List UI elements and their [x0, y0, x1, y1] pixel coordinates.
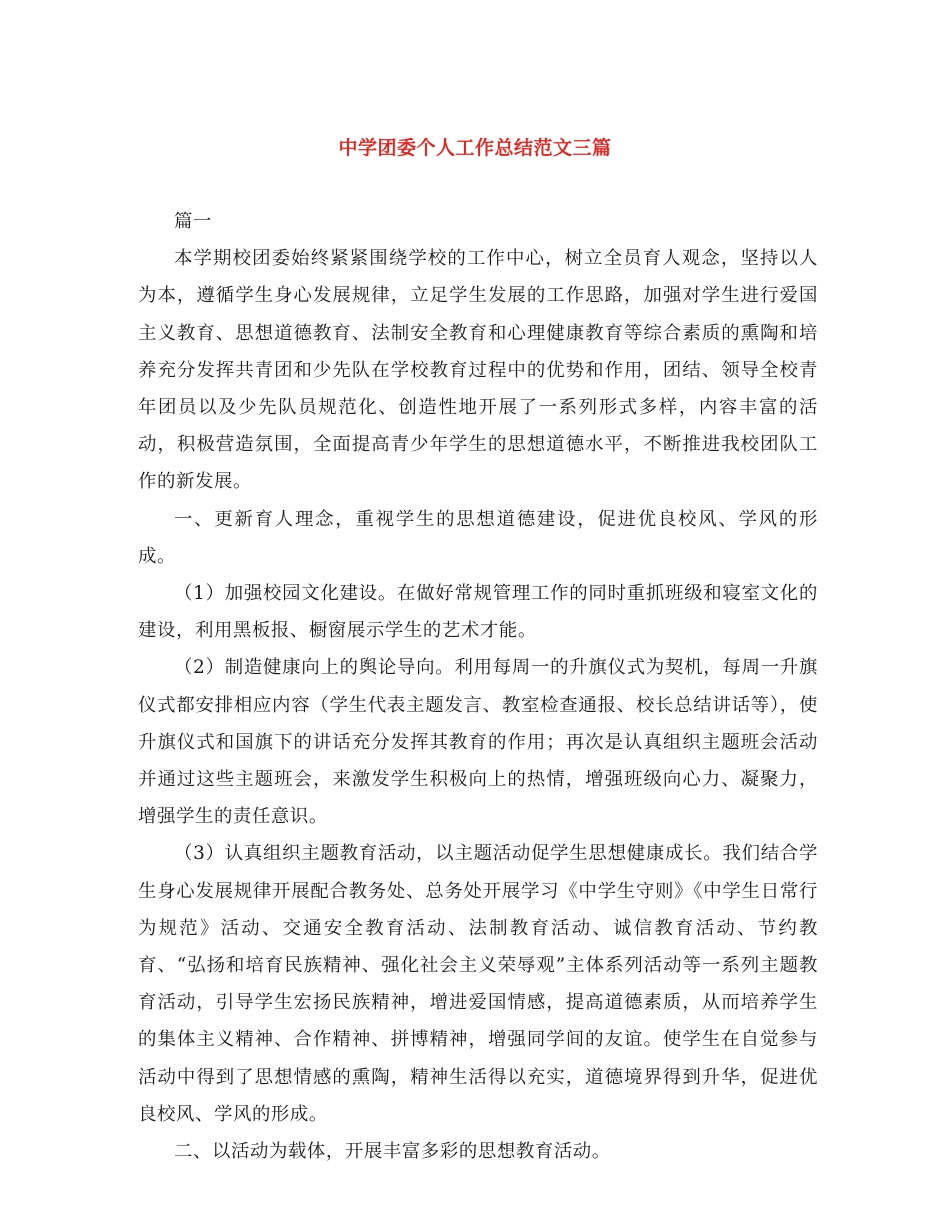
- section-heading-1: 一、更新育人理念，重视学生的思想道德建设，促进优良校风、学风的形成。: [138, 508, 818, 567]
- document-body: [138, 203, 818, 1170]
- intro-paragraph: 本学期校团委始终紧紧围绕学校的工作中心，树立全员育人观念，坚持以人为本，遵循学生身心发展规律，立足学生发展的工作思路，加强对学生进行爱国主义教育、思想道德教育、法制安全教育和心理健康教育等综合素质的熏陶和培养充分发挥共青团和少先队在学校教育过程中的优势和作用，团结、领导全校青年团员以及少先队员规范化、创造性地开展了一系列形式多样，内容丰富的活动，积极营造氛围，全面提高青少年学生的思想道德水平，不断推进我校团队工作的新发展。: [138, 248, 818, 493]
- section-heading-part-one: 篇一: [174, 211, 212, 232]
- item-paragraph-2: （2）制造健康向上的舆论导向。利用每周一的升旗仪式为契机，每周一升旗仪式都安排相应内容（学生代表主题发言、教室检查通报、校长总结讲话等），使升旗仪式和国旗下的讲话充分发挥其教育的作用；再次是认真组织主题班会活动并通过这些主题班会，来激发学生积极向上的热情，增强班级向心力、凝聚力，增强学生的责任意识。: [138, 657, 818, 828]
- document-title: 中学团委个人工作总结范文三篇: [338, 137, 612, 159]
- item-paragraph-1: （1）加强校园文化建设。在做好常规管理工作的同时重抓班级和寝室文化的建设，利用黑板报、橱窗展示学生的艺术才能。: [138, 583, 818, 642]
- section-heading-2: 二、以活动为载体，开展丰富多彩的思想教育活动。: [174, 1141, 611, 1163]
- item-paragraph-3: （3）认真组织主题教育活动，以主题活动促学生思想健康成长。我们结合学生身心发展规律开展配合教务处、总务处开展学习《中学生守则》《中学生日常行为规范》活动、交通安全教育活动、法制教育活动、诚信教育活动、节约教育、“弘扬和培育民族精神、强化社会主义荣辱观”主体系列活动等一系列主题教育活动，引导学生宏扬民族精神，增进爱国情感，提高道德素质，从而培养学生的集体主义精神、合作精神、拼博精神，增强同学间的友谊。使学生在自觉参与活动中得到了思想情感的熏陶，精神生活得以充实，道德境界得到升华，促进优良校风、学风的形成。: [138, 843, 818, 1125]
